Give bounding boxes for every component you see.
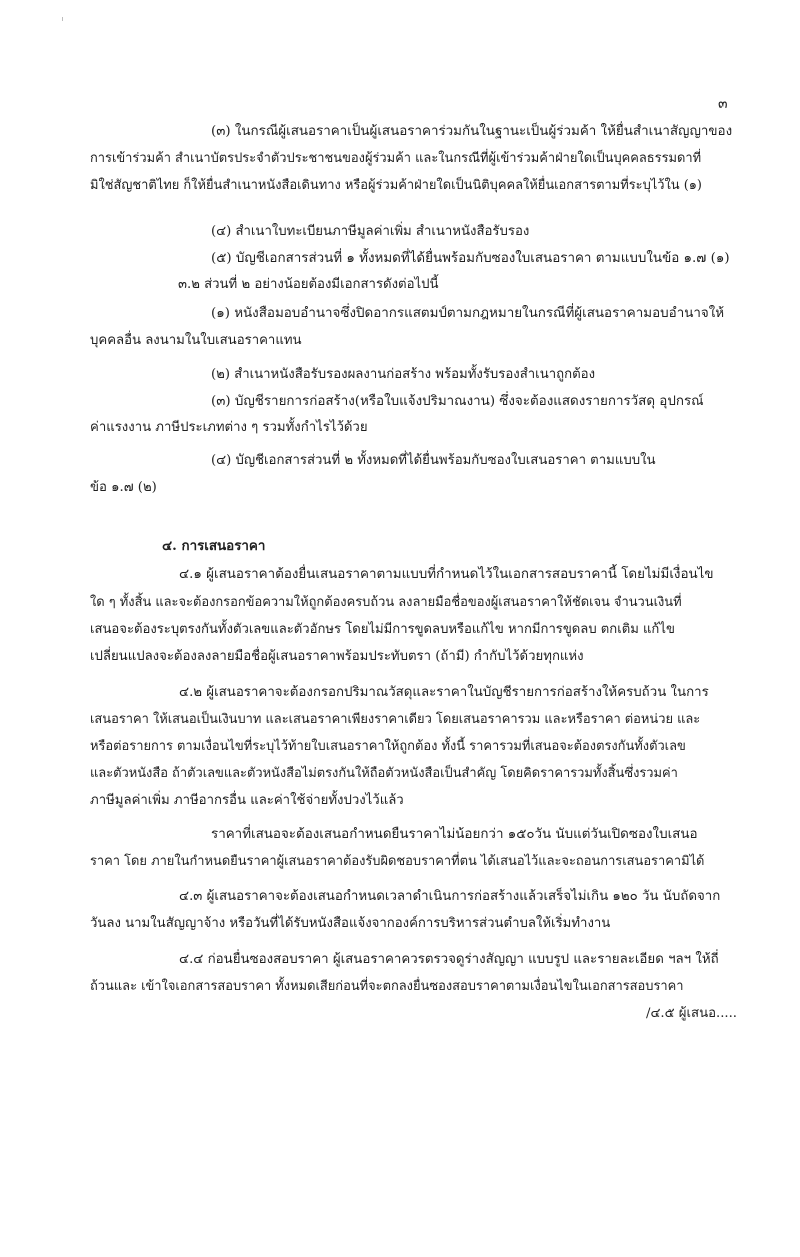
text-line: (๑) หนังสือมอบอำนาจซึ่งปิดอากรแสตมป์ตามกฎหมายในกรณีที่ผู้เสนอราคามอบอำนาจให้ (211, 306, 725, 321)
text-line: และตัวหนังสือ ถ้าตัวเลขและตัวหนังสือไม่ตรงกันให้ถือตัวหนังสือเป็นสำคัญ โดยคิดราคารวมทั้งสิ้นซึ่งรวมค่า (90, 766, 678, 781)
text-line: ๔.๒ ผู้เสนอราคาจะต้องกรอกปริมาณวัสดุและราคาในบัญชีรายการก่อสร้างให้ครบถ้วน ในการ (179, 685, 709, 700)
continuation-note: /๔.๕ ผู้เสนอ..... (646, 1006, 737, 1021)
text-line: (๔) สำเนาใบทะเบียนภาษีมูลค่าเพิ่ม สำเนาหนังสือรับรอง (211, 224, 530, 239)
text-line: การเข้าร่วมค้า สำเนาบัตรประจำตัวประชาชนของผู้ร่วมค้า และในกรณีที่ผู้เข้าร่วมค้าฝ่ายใดเป็นบุคคลธรรมดาที่ (90, 151, 702, 166)
text-line: (๓) ในกรณีผู้เสนอราคาเป็นผู้เสนอราคาร่วมกันในฐานะเป็นผู้ร่วมค้า ให้ยื่นสำเนาสัญญาของ (211, 124, 733, 139)
text-line: ๓.๒ ส่วนที่ ๒ อย่างน้อยต้องมีเอกสารดังต่อไปนี้ (178, 277, 439, 292)
text-line: (๔) บัญชีเอกสารส่วนที่ ๒ ทั้งหมดที่ได้ยื่นพร้อมกับซองใบเสนอราคา ตามแบบใน (211, 453, 656, 468)
text-line: ๔.๔ ก่อนยื่นซองสอบราคา ผู้เสนอราคาควรตรวจดูร่างสัญญา แบบรูป และรายละเอียด ฯลฯ ให้ถี่ (179, 952, 719, 967)
text-line: มิใช่สัญชาติไทย ก็ให้ยื่นสำเนาหนังสือเดินทาง หรือผู้ร่วมค้าฝ่ายใดเป็นนิติบุคคลให้ยื่นเอกสารตามที่ระบุไว้ใน (๑) (90, 178, 702, 193)
text-line: เปลี่ยนแปลงจะต้องลงลายมือชื่อผู้เสนอราคาพร้อมประทับตรา (ถ้ามี) กำกับไว้ด้วยทุกแห่ง (90, 649, 584, 664)
scan-speck (62, 17, 63, 21)
text-line: เสนอจะต้องระบุตรงกันทั้งตัวเลขและตัวอักษร โดยไม่มีการขูดลบหรือแก้ไข หากมีการขูดลบ ตกเติม แก้ไข (90, 622, 675, 637)
text-line: วันลง นามในสัญญาจ้าง หรือวันที่ได้รับหนังสือแจ้งจากองค์การบริหารส่วนตำบลให้เริ่มทำงาน (90, 916, 611, 931)
text-line: ค่าแรงงาน ภาษีประเภทต่าง ๆ รวมทั้งกำไรไว้ด้วย (90, 420, 368, 435)
text-line: บุคคลอื่น ลงนามในใบเสนอราคาแทน (90, 333, 302, 348)
text-line: (๕) บัญชีเอกสารส่วนที่ ๑ ทั้งหมดที่ได้ยื่นพร้อมกับซองใบเสนอราคา ตามแบบในข้อ ๑.๗ (๑) (211, 251, 730, 266)
text-line: (๒) สำเนาหนังสือรับรองผลงานก่อสร้าง พร้อมทั้งรับรองสำเนาถูกต้อง (211, 367, 596, 382)
text-line: ถ้วนและ เข้าใจเอกสารสอบราคา ทั้งหมดเสียก่อนที่จะตกลงยื่นซองสอบราคาตามเงื่อนไขในเอกสารสอบราคา (90, 979, 684, 994)
text-line: หรือต่อรายการ ตามเงื่อนไขที่ระบุไว้ท้ายใบเสนอราคาให้ถูกต้อง ทั้งนี้ ราคารวมที่เสนอจะต้องตรงกันทั้งตัวเลข (90, 739, 686, 754)
page-number: ๓ (718, 96, 728, 112)
text-line: เสนอราคา ให้เสนอเป็นเงินบาท และเสนอราคาเพียงราคาเดียว โดยเสนอราคารวม และหรือราคา ต่อหน่วย และ (90, 712, 701, 727)
text-line: ข้อ ๑.๗ (๒) (90, 480, 157, 495)
text-line: ภาษีมูลค่าเพิ่ม ภาษีอากรอื่น และค่าใช้จ่ายทั้งปวงไว้แล้ว (90, 793, 404, 808)
text-line: ราคา โดย ภายในกำหนดยืนราคาผู้เสนอราคาต้องรับผิดชอบราคาที่ตน ได้เสนอไว้และจะถอนการเสนอราคามิได้ (90, 854, 705, 869)
text-line: ราคาที่เสนอจะต้องเสนอกำหนดยืนราคาไม่น้อยกว่า ๑๕๐วัน นับแต่วันเปิดซองใบเสนอ (211, 827, 698, 842)
text-line: ๔.๑ ผู้เสนอราคาต้องยื่นเสนอราคาตามแบบที่กำหนดไว้ในเอกสารสอบราคานี้ โดยไม่มีเงื่อนไข (179, 567, 714, 582)
section-heading: ๔. การเสนอราคา (162, 538, 266, 554)
text-line: ๔.๓ ผู้เสนอราคาจะต้องเสนอกำหนดเวลาดำเนินการก่อสร้างแล้วเสร็จไม่เกิน ๑๒๐ วัน นับถัดจาก (179, 889, 721, 904)
text-line: (๓) บัญชีรายการก่อสร้าง(หรือใบแจ้งปริมาณงาน) ซึ่งจะต้องแสดงรายการวัสดุ อุปกรณ์ (211, 394, 704, 409)
text-line: ใด ๆ ทั้งสิ้น และจะต้องกรอกข้อความให้ถูกต้องครบถ้วน ลงลายมือชื่อของผู้เสนอราคาให้ชัดเจน จำนวนเงินที่ (90, 595, 682, 610)
